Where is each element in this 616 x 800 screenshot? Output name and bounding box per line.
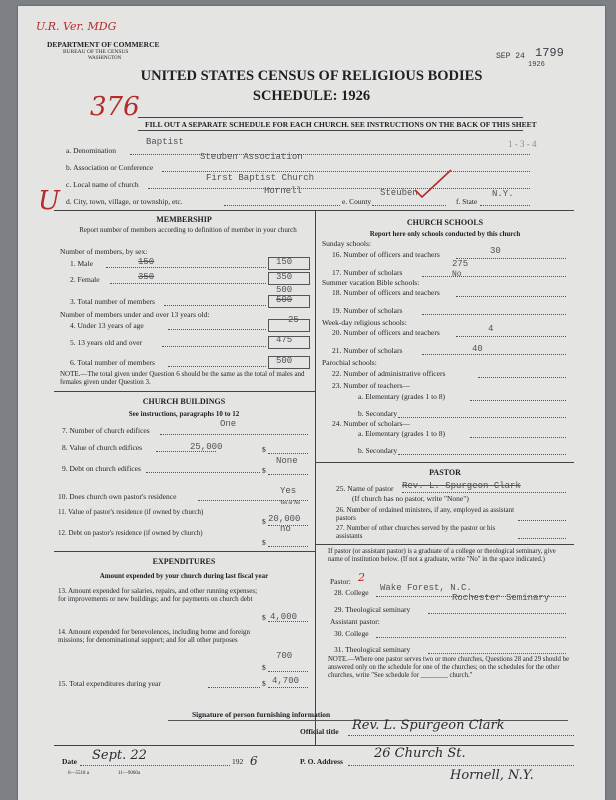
total-expenditures-dollar: $: [262, 679, 266, 688]
total-expenditures-value: 4,700: [272, 676, 300, 686]
teachers-label: 23. Number of teachers—: [332, 381, 410, 390]
parochial-label: Parochial schools:: [322, 358, 377, 367]
weekday-scholars-value: 40: [472, 344, 483, 354]
summer-value: No: [452, 270, 462, 279]
pastor-name-label: 25. Name of pastor: [336, 484, 394, 493]
buildings-sub: See instructions, paragraphs 10 to 12: [128, 410, 240, 418]
census-schedule-sheet: [18, 6, 605, 800]
over-13-value: 475: [276, 335, 293, 345]
assistant-seminary-label: 31. Theological seminary: [334, 645, 411, 654]
form-instruction: FILL OUT A SEPARATE SCHEDULE FOR EACH CHURCH. SEE INSTRUCTIONS ON THE BACK OF THIS SHEET: [145, 120, 537, 129]
teachers-secondary-label: b. Secondary: [358, 409, 398, 418]
expenditures-sub: Amount expended by your church during last fiscal year: [99, 572, 269, 580]
form-schedule: SCHEDULE: 1926: [252, 88, 371, 104]
weekday-label: Week-day religious schools:: [322, 318, 407, 327]
year-prefix: 192: [232, 757, 244, 766]
form-title: UNITED STATES CENSUS OF RELIGIOUS BODIES: [140, 68, 483, 84]
college-label: 28. College: [334, 588, 369, 597]
graduate-note: If pastor (or assistant pastor) is a graduate of a college or theological seminary, give name of institution below. (If not a graduate, write "No" in the space indicated.): [328, 548, 556, 563]
total-members-struck: 500: [276, 295, 293, 305]
city-name: WASHINGTON: [88, 56, 122, 61]
red-handwritten-u: U: [38, 186, 60, 216]
local-name-value: First Baptist Church: [206, 173, 315, 183]
total-members-top: 500: [276, 285, 293, 295]
received-stamp-year: 1926: [528, 61, 545, 69]
edifice-debt-dollar: $: [262, 466, 266, 475]
pastor-red-mark: 2: [358, 571, 365, 584]
city-value: Hornell: [264, 186, 302, 196]
sunday-scholars-value: 275: [452, 259, 469, 269]
official-title-value: Rev. L. Spurgeon Clark: [352, 718, 505, 733]
residence-owned-value: Yes: [280, 486, 297, 496]
pastor-name-value: Rev. L. Spurgeon Clark: [402, 481, 521, 491]
pastor-heading: PASTOR: [429, 468, 461, 477]
local-name-label: c. Local name of church: [66, 180, 139, 189]
expenditures-heading: EXPENDITURES: [152, 557, 216, 566]
sunday-scholars-label: 17. Number of scholars: [332, 268, 403, 277]
department-name: DEPARTMENT OF COMMERCE: [47, 40, 160, 49]
residence-dollar: $: [262, 517, 266, 526]
edifice-value-value: 25,000: [190, 442, 223, 452]
weekday-scholars-label: 21. Number of scholars: [332, 346, 403, 355]
benevolences-dollar: $: [262, 663, 266, 672]
edifice-debt-value: None: [276, 456, 298, 466]
male-value: 150: [276, 257, 293, 267]
red-checkmark-icon: [413, 168, 453, 200]
summer-scholars-label: 19. Number of scholars: [332, 306, 403, 315]
female-value: 350: [276, 272, 293, 282]
pastor-sub-label: Pastor:: [330, 577, 351, 586]
sunday-officers-value: 30: [490, 246, 501, 256]
year-value: 6: [250, 754, 258, 768]
membership-intro: Report number of members according to definition of member in your church: [79, 226, 297, 234]
residence-debt-value: no: [280, 524, 291, 534]
schools-heading: CHURCH SCHOOLS: [406, 218, 484, 227]
association-label: b. Association or Conference: [66, 163, 154, 172]
benevolences-value: 700: [276, 651, 293, 661]
benevolences-label: 14. Amount expended for benevolences, including home and foreign missions; for denominational support; and for all other purposes: [58, 628, 251, 644]
by-sex-label: Number of members, by sex:: [60, 247, 148, 256]
margin-code: 1 - 3 - 4: [508, 139, 537, 149]
running-expenses-value: 4,000: [270, 612, 298, 622]
county-label: e. County: [342, 197, 372, 206]
residence-debt-dollar: $: [262, 538, 266, 547]
under-13-label: 4. Under 13 years of age: [70, 321, 144, 330]
stamp-number: 1799: [535, 46, 564, 60]
running-expenses-label: 13. Amount expended for salaries, repairs, and other running expenses; for improvements or new buildings; and for payments on church debt: [58, 587, 258, 603]
over-13-label: 5. 13 years old and over: [70, 338, 143, 347]
residence-debt-label: 12. Debt on pastor's residence (if owned by church): [58, 529, 203, 537]
scholars-secondary-label: b. Secondary: [358, 446, 398, 455]
other-churches-label: 27. Number of other churches served by the pastor or his assistants: [336, 524, 496, 540]
total-members-6-value: 500: [276, 356, 293, 366]
official-title-label: Official title: [300, 727, 339, 736]
edifices-label: 7. Number of church edifices: [62, 426, 150, 435]
form-number: 6—5518 a: [68, 771, 89, 776]
seminary-value: Rochester Seminary: [452, 593, 550, 603]
running-expenses-dollar: $: [262, 613, 266, 622]
po-address-city: Hornell, N.Y.: [450, 768, 534, 783]
denomination-value: Baptist: [146, 137, 184, 147]
edifices-value: One: [220, 419, 237, 429]
college-value: Wake Forest, N.C.: [380, 583, 472, 593]
buildings-heading: CHURCH BUILDINGS: [142, 397, 226, 406]
male-label: 1. Male: [70, 259, 93, 268]
po-address-label: P. O. Address: [300, 757, 343, 766]
po-address-value: 26 Church St.: [374, 746, 466, 761]
residence-owned-label: 10. Does church own pastor's residence: [58, 492, 177, 501]
state-label: f. State: [456, 197, 478, 206]
assistant-label: Assistant pastor:: [330, 617, 380, 626]
assistant-college-label: 30. College: [334, 629, 369, 638]
ordained-ministers-label: 26. Number of ordained ministers, if any, employed as assistant pastors: [336, 506, 515, 522]
received-stamp-date: SEP 24: [496, 52, 525, 61]
yes-no-hint: Yes or No: [280, 501, 301, 506]
handwritten-verification: U.R. Ver. MDG: [36, 20, 117, 33]
sunday-officers-label: 16. Number of officers and teachers: [332, 250, 440, 259]
pastor-note: NOTE.—Where one pastor serves two or more churches, Questions 28 and 29 should be answered only on the schedule for one of the churches; on the schedules for the other churches, write "See schedule for ________ church.": [328, 656, 570, 679]
red-handwritten-number: 376: [90, 92, 140, 122]
total-members-6-label: 6. Total number of members: [70, 358, 155, 367]
weekday-officers-label: 20. Number of officers and teachers: [332, 328, 440, 337]
date-label: Date: [62, 757, 77, 766]
state-value: N.Y.: [492, 189, 514, 199]
signature-label: Signature of person furnishing information: [192, 710, 331, 719]
summer-label: Summer vacation Bible schools:: [322, 278, 420, 287]
edifice-value-label: 8. Value of church edifices: [62, 443, 143, 452]
admin-officers-label: 22. Number of administrative officers: [332, 369, 446, 378]
summer-officers-label: 18. Number of officers and teachers: [332, 288, 440, 297]
residence-value-label: 11. Value of pastor's residence (if owned by church): [58, 508, 204, 516]
bureau-name: BUREAU OF THE CENSUS: [63, 49, 129, 55]
age-breakdown-label: Number of members under and over 13 years old:: [60, 310, 210, 319]
association-value: Steuben Association: [200, 152, 303, 162]
seminary-label: 29. Theological seminary: [334, 605, 411, 614]
pastor-name-note: (If church has no pastor, write "None"): [352, 494, 469, 503]
scholars-elementary-label: a. Elementary (grades 1 to 8): [358, 429, 446, 438]
total-expenditures-label: 15. Total expenditures during year: [58, 679, 161, 688]
city-label: d. City, town, village, or township, etc.: [66, 197, 183, 206]
residence-value-value: 20,000: [268, 514, 301, 524]
form-number-2: 11—9060a: [118, 771, 141, 776]
date-value: Sept. 22: [92, 748, 147, 763]
denomination-label: a. Denomination: [66, 146, 116, 155]
female-label: 2. Female: [70, 275, 100, 284]
edifice-debt-label: 9. Debt on church edifices: [62, 464, 141, 473]
county-value: Steuben: [380, 188, 418, 198]
under-13-value: 25: [288, 315, 299, 325]
edifice-dollar: $: [262, 445, 266, 454]
weekday-officers-value: 4: [488, 324, 494, 334]
scholars-label: 24. Number of scholars—: [332, 419, 410, 428]
schools-intro: Report here only schools conducted by this church: [369, 230, 521, 238]
male-struck-value: 150: [138, 257, 155, 267]
teachers-elementary-label: a. Elementary (grades 1 to 8): [358, 392, 446, 401]
sunday-label: Sunday schools:: [322, 239, 371, 248]
membership-note: NOTE.—The total given under Question 6 should be the same as the total of males and females given under Question 3.: [60, 370, 305, 386]
membership-heading: MEMBERSHIP: [156, 215, 212, 224]
female-struck-value: 350: [138, 272, 155, 282]
total-members-label: 3. Total number of members: [70, 297, 155, 306]
